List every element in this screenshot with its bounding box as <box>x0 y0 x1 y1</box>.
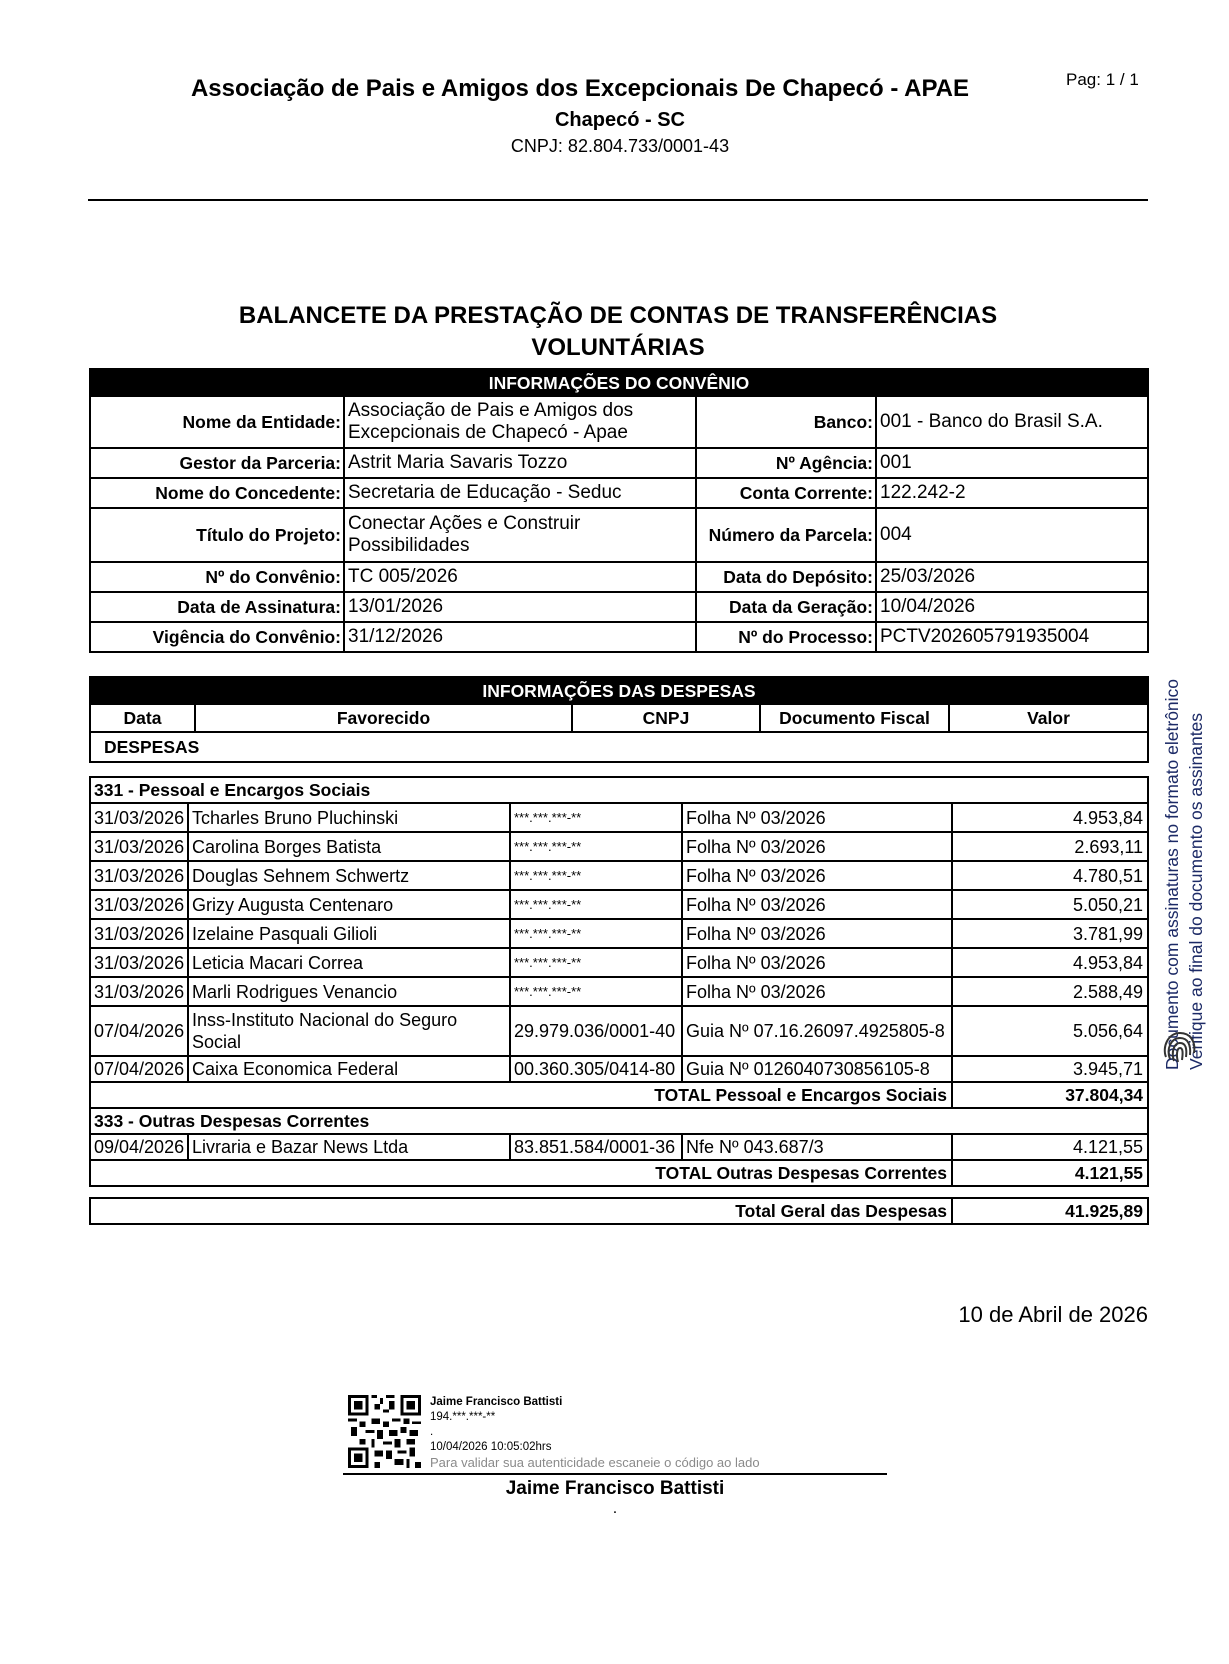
cell-valor: 4.953,84 <box>952 948 1148 977</box>
cell-favorecido: Caixa Economica Federal <box>188 1056 510 1082</box>
cell-cnpj: ***.***.***-** <box>510 803 682 832</box>
validation-note: Para validar sua autenticidade escaneie o código ao lado <box>430 1455 760 1470</box>
despesas-header-table <box>89 676 1149 763</box>
table-row <box>90 890 1148 919</box>
field-value: 10/04/2026 <box>876 592 1148 622</box>
cell-favorecido: Carolina Borges Batista <box>188 832 510 861</box>
table-row <box>90 861 1148 890</box>
table-row <box>90 803 1148 832</box>
signature-info <box>430 1395 760 1470</box>
cell-data: 07/04/2026 <box>90 1056 188 1082</box>
despesas-label: DESPESAS <box>90 732 1148 762</box>
cell-valor: 5.050,21 <box>952 890 1148 919</box>
table-row <box>90 919 1148 948</box>
cell-data: 31/03/2026 <box>90 977 188 1006</box>
cell-cnpj: 83.851.584/0001-36 <box>510 1134 682 1160</box>
organization-name: Associação de Pais e Amigos dos Excepcionais De Chapecó - APAE <box>190 75 970 102</box>
cell-documento: Guia Nº 07.16.26097.4925805-8 <box>682 1006 952 1056</box>
field-value: Astrit Maria Savaris Tozzo <box>344 448 696 478</box>
info-row <box>90 508 1148 562</box>
cell-data: 31/03/2026 <box>90 832 188 861</box>
page-number: Pag: 1 / 1 <box>1066 70 1139 89</box>
group-total-row <box>90 1160 1148 1186</box>
cell-documento: Folha Nº 03/2026 <box>682 832 952 861</box>
field-value: Conectar Ações e Construir Possibilidades <box>344 508 696 562</box>
cell-documento: Folha Nº 03/2026 <box>682 890 952 919</box>
cell-cnpj: ***.***.***-** <box>510 948 682 977</box>
info-row <box>90 592 1148 622</box>
cell-documento: Folha Nº 03/2026 <box>682 919 952 948</box>
cell-documento: Folha Nº 03/2026 <box>682 948 952 977</box>
header-divider <box>88 199 1148 201</box>
signature-line <box>343 1473 887 1475</box>
table-row <box>90 977 1148 1006</box>
cell-data: 31/03/2026 <box>90 861 188 890</box>
info-row <box>90 478 1148 508</box>
field-label: Conta Corrente: <box>696 478 876 508</box>
table-row <box>90 1006 1148 1056</box>
info-row <box>90 396 1148 448</box>
field-value: 31/12/2026 <box>344 622 696 652</box>
cell-favorecido: Tcharles Bruno Pluchinski <box>188 803 510 832</box>
grand-total-label: Total Geral das Despesas <box>90 1198 952 1224</box>
cell-valor: 5.056,64 <box>952 1006 1148 1056</box>
field-label: Data da Geração: <box>696 592 876 622</box>
document-title: BALANCETE DA PRESTAÇÃO DE CONTAS DE TRANSFERÊNCIAS VOLUNTÁRIAS <box>238 302 998 361</box>
signature-block <box>348 1395 888 1468</box>
group-total-label: TOTAL Pessoal e Encargos Sociais <box>90 1082 952 1108</box>
cell-data: 31/03/2026 <box>90 803 188 832</box>
cell-data: 31/03/2026 <box>90 890 188 919</box>
cell-valor: 4.121,55 <box>952 1134 1148 1160</box>
document-date: 10 de Abril de 2026 <box>958 1302 1148 1327</box>
field-label: Número da Parcela: <box>696 508 876 562</box>
table-row <box>90 948 1148 977</box>
notice-line-2: Verifique ao final do documento os assinantes <box>1186 712 1206 1070</box>
cell-data: 31/03/2026 <box>90 919 188 948</box>
table-row <box>90 832 1148 861</box>
cell-cnpj: ***.***.***-** <box>510 861 682 890</box>
cell-valor: 4.780,51 <box>952 861 1148 890</box>
cell-documento: Folha Nº 03/2026 <box>682 803 952 832</box>
field-value: Secretaria de Educação - Seduc <box>344 478 696 508</box>
column-header-data: Data <box>90 704 195 732</box>
cell-documento: Folha Nº 03/2026 <box>682 977 952 1006</box>
field-label: Gestor da Parceria: <box>90 448 344 478</box>
cell-favorecido: Inss-Instituto Nacional do Seguro Social <box>188 1006 510 1056</box>
convenio-section-title: INFORMAÇÕES DO CONVÊNIO <box>90 369 1148 396</box>
cell-valor: 4.953,84 <box>952 803 1148 832</box>
group-total-label: TOTAL Outras Despesas Correntes <box>90 1160 952 1186</box>
signer-blank: . <box>430 1426 434 1438</box>
field-value: 25/03/2026 <box>876 562 1148 592</box>
signer-name: Jaime Francisco Battisti <box>430 1396 563 1408</box>
cell-documento: Folha Nº 03/2026 <box>682 861 952 890</box>
cell-data: 07/04/2026 <box>90 1006 188 1056</box>
cell-cnpj: ***.***.***-** <box>510 977 682 1006</box>
field-label: Nº Agência: <box>696 448 876 478</box>
field-label: Nome da Entidade: <box>90 396 344 448</box>
cell-valor: 2.588,49 <box>952 977 1148 1006</box>
field-label: Título do Projeto: <box>90 508 344 562</box>
column-header-documento-fiscal: Documento Fiscal <box>760 704 949 732</box>
cell-favorecido: Livraria e Bazar News Ltda <box>188 1134 510 1160</box>
notice-line-1: Documento com assinaturas no formato eletrônico <box>1162 678 1182 1070</box>
cell-cnpj: ***.***.***-** <box>510 890 682 919</box>
signature-timestamp: 10/04/2026 10:05:02hrs <box>430 1441 552 1453</box>
field-value: 13/01/2026 <box>344 592 696 622</box>
despesas-section-title: INFORMAÇÕES DAS DESPESAS <box>90 677 1148 704</box>
field-value: PCTV202605791935004 <box>876 622 1148 652</box>
qr-code-icon[interactable] <box>348 1395 421 1468</box>
table-row <box>90 1056 1148 1082</box>
group-total-value: 37.804,34 <box>952 1082 1148 1108</box>
info-row <box>90 448 1148 478</box>
fingerprint-icon <box>1160 1025 1200 1065</box>
group-total-value: 4.121,55 <box>952 1160 1148 1186</box>
column-header-favorecido: Favorecido <box>195 704 572 732</box>
grand-total-table <box>89 1197 1149 1225</box>
field-value: 004 <box>876 508 1148 562</box>
column-header-valor: Valor <box>949 704 1148 732</box>
organization-cnpj: CNPJ: 82.804.733/0001-43 <box>510 136 730 156</box>
cell-cnpj: 29.979.036/0001-40 <box>510 1006 682 1056</box>
cell-favorecido: Izelaine Pasquali Gilioli <box>188 919 510 948</box>
table-row <box>90 1134 1148 1160</box>
group-total-row <box>90 1082 1148 1108</box>
field-label: Data de Assinatura: <box>90 592 344 622</box>
field-label: Vigência do Convênio: <box>90 622 344 652</box>
signer-printed-subtitle: . <box>612 1500 618 1517</box>
organization-city: Chapecó - SC <box>554 109 686 131</box>
field-value: 001 <box>876 448 1148 478</box>
cell-data: 09/04/2026 <box>90 1134 188 1160</box>
cell-favorecido: Leticia Macari Correa <box>188 948 510 977</box>
convenio-info-table <box>89 368 1149 653</box>
cell-favorecido: Grizy Augusta Centenaro <box>188 890 510 919</box>
field-label: Banco: <box>696 396 876 448</box>
electronic-signature-notice <box>1160 590 1208 1070</box>
group-title: 333 - Outras Despesas Correntes <box>90 1108 1148 1134</box>
document-header <box>90 74 1150 158</box>
field-label: Nome do Concedente: <box>90 478 344 508</box>
cell-documento: Guia Nº 0126040730856105-8 <box>682 1056 952 1082</box>
field-value: TC 005/2026 <box>344 562 696 592</box>
cell-favorecido: Douglas Sehnem Schwertz <box>188 861 510 890</box>
info-row <box>90 562 1148 592</box>
cell-valor: 3.945,71 <box>952 1056 1148 1082</box>
info-row <box>90 622 1148 652</box>
signer-printed-name: Jaime Francisco Battisti <box>505 1478 725 1499</box>
despesas-table <box>89 776 1149 1187</box>
cell-valor: 2.693,11 <box>952 832 1148 861</box>
field-label: Data do Depósito: <box>696 562 876 592</box>
cell-cnpj: 00.360.305/0414-80 <box>510 1056 682 1082</box>
field-label: Nº do Convênio: <box>90 562 344 592</box>
field-value: Associação de Pais e Amigos dos Excepcionais de Chapecó - Apae <box>344 396 696 448</box>
cell-valor: 3.781,99 <box>952 919 1148 948</box>
cell-cnpj: ***.***.***-** <box>510 919 682 948</box>
grand-total-value: 41.925,89 <box>952 1198 1148 1224</box>
field-value: 122.242-2 <box>876 478 1148 508</box>
cell-documento: Nfe Nº 043.687/3 <box>682 1134 952 1160</box>
group-title: 331 - Pessoal e Encargos Sociais <box>90 777 1148 803</box>
field-label: Nº do Processo: <box>696 622 876 652</box>
signer-cpf: 194.***.***-** <box>430 1411 496 1423</box>
cell-cnpj: ***.***.***-** <box>510 832 682 861</box>
cell-data: 31/03/2026 <box>90 948 188 977</box>
cell-favorecido: Marli Rodrigues Venancio <box>188 977 510 1006</box>
field-value: 001 - Banco do Brasil S.A. <box>876 396 1148 448</box>
column-header-cnpj: CNPJ <box>572 704 760 732</box>
